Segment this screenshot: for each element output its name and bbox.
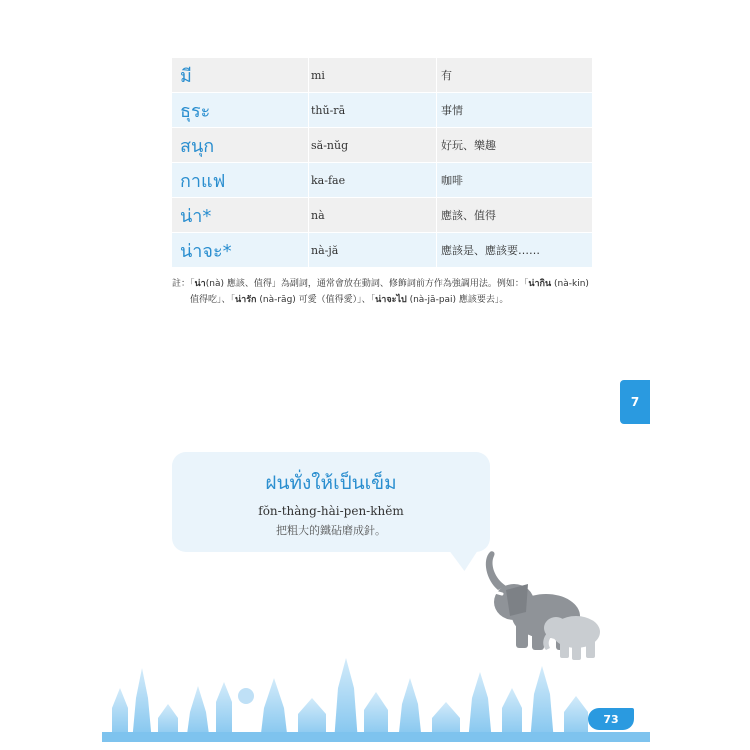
thai-word: มี	[180, 65, 192, 87]
romanization: să-nŭg	[308, 128, 436, 162]
romanization: nà-jă	[308, 233, 436, 267]
proverb-thai: ฝนทั่งให้เป็นเข็ม	[265, 472, 397, 494]
romanization: thŭ-rā	[308, 93, 436, 127]
meaning: 好玩、樂趣	[436, 128, 592, 162]
proverb-romanization: fŏn-thàng-hài-pen-khĕm	[258, 504, 404, 518]
note-text: (nà-jā-pai) 應該要去」。	[406, 295, 509, 305]
romanization: nà	[308, 198, 436, 232]
meaning: 有	[436, 58, 592, 92]
meaning: 事情	[436, 93, 592, 127]
note-word: น่าจะไป	[375, 295, 407, 305]
romanization: mi	[308, 58, 436, 92]
meaning: 應該、值得	[436, 198, 592, 232]
table-row	[172, 163, 592, 197]
note-text: 註：「	[172, 279, 195, 289]
vocabulary-table	[172, 58, 592, 268]
thai-word: กาแฟ	[180, 170, 226, 192]
note-text: 值得吃」、「	[190, 295, 236, 305]
thai-word: ธุระ	[180, 100, 211, 122]
table-row	[172, 58, 592, 92]
note-text: (nà-kin)	[551, 279, 589, 289]
note-word: น่า	[194, 279, 206, 289]
proverb-bubble	[172, 452, 490, 552]
chapter-tab: 7	[620, 380, 650, 424]
proverb-meaning: 把粗大的鐵砧磨成針。	[276, 524, 386, 537]
table-row	[172, 233, 592, 267]
note-word: น่ารัก	[235, 295, 257, 305]
meaning: 咖啡	[436, 163, 592, 197]
thai-word: น่า*	[180, 205, 212, 227]
meaning: 應該是、應該要……	[436, 233, 592, 267]
table-row	[172, 198, 592, 232]
note-word: น่ากิน	[528, 279, 552, 289]
thai-skyline-illustration	[102, 648, 650, 742]
note-text: (nà-rāg) 可愛（值得愛）」、「	[256, 295, 376, 305]
thai-word: สนุก	[180, 135, 215, 157]
romanization: ka-fae	[308, 163, 436, 197]
thai-word: น่าจะ*	[180, 240, 232, 262]
table-row	[172, 128, 592, 162]
note-line-2	[172, 292, 602, 308]
footnote	[172, 276, 602, 308]
page-number: 73	[588, 708, 634, 730]
table-row	[172, 93, 592, 127]
note-text: (nà) 應該、值得」為副詞，通常會放在動詞、修飾詞前方作為強調用法。例如：「	[205, 279, 529, 289]
